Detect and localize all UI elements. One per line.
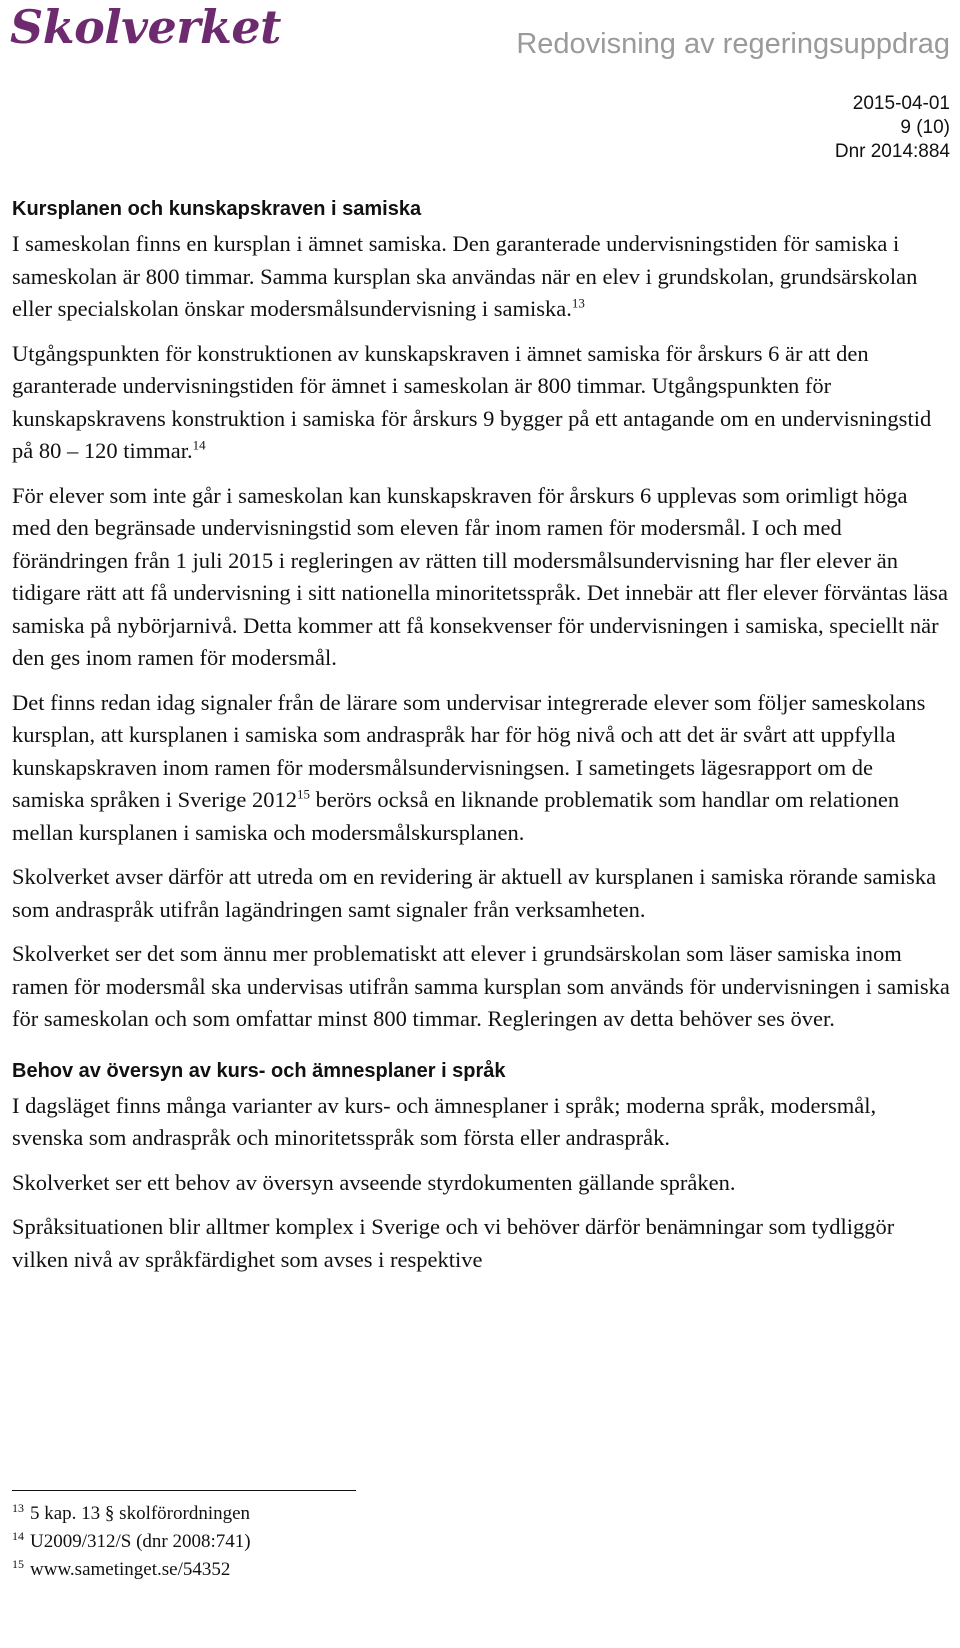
paragraph [12,338,950,468]
footnote [12,1500,251,1528]
document-date: 2015-04-01 [852,93,950,114]
document-type: Redovisning av regeringsuppdrag [516,28,950,60]
paragraph: I dagsläget finns många varianter av kurs- och ämnesplaner i språk; moderna språk, modersmål, svenska som andraspråk och minoritetsspråk som första eller andraspråk. [12,1092,877,1150]
footnote-text: U2009/312/S (dnr 2008:741) [30,1531,251,1552]
document-dnr: Dnr 2014:884 [834,141,950,162]
paragraph [12,228,950,326]
paragraph [12,687,950,850]
footnote-ref[interactable]: 15 [296,786,310,802]
footnote-number: 15 [12,1556,24,1571]
paragraph-text: berörs också en liknande problematik som handlar om relationen mellan kursplanen i samiska och modersmålskursplanen. [12,787,900,845]
footnote-number: 13 [12,1500,24,1515]
footnote-divider [12,1490,356,1491]
footnote [12,1556,251,1584]
paragraph: För elever som inte går i sameskolan kan kunskapskraven för årskurs 6 upplevas som orimligt höga med den begränsade undervisningstid som eleven får inom ramen för modersmål. I och med förändringen från 1 juli 2015 i regleringen av rätten till modersmålsundervisning har fler elever än tidigare rätt att få undervisning i sitt nationella minoritetsspråk. Det innebär att fler elever förväntas läsa samiska på nybörjarnivå. Detta kommer att få konsekvenser för undervisningen i samiska, speciellt när den ges inom ramen för modersmål. [12,482,948,670]
document-meta [835,92,950,164]
paragraph: Skolverket ser det som ännu mer problematiskt att elever i grundsärskolan som läser samiska inom ramen för modersmål ska undervisas utifrån samma kursplan som används för undervisningen i samiska för sameskolan och som omfattar minst 800 timmar. Regleringen av detta behöver ses över. [12,941,950,1031]
section-heading: Kursplanen och kunskapskraven i samiska [12,198,422,220]
document-body [12,196,950,1288]
paragraph: Skolverket avser därför att utreda om en revidering är aktuell av kursplanen i samiska rörande samiska som andraspråk utifrån lagändringen samt signaler från verksamheten. [12,864,937,922]
footnote-text: 5 kap. 13 § skolförordningen [30,1503,251,1524]
skolverket-logo: Skolverket [10,0,281,54]
paragraph-text: Utgångspunkten för konstruktionen av kunskapskraven i ämnet samiska för årskurs 6 är att den garanterade undervisningstiden för ämnet i sameskolan är 800 timmar. Utgångspunkten för kunskapskravens konstruktion i samiska för årskurs 9 bygger på ett antagande om en undervisningstid på 80 – 120 timmar. [12,340,932,463]
paragraph: Skolverket ser ett behov av översyn avseende styrdokumenten gällande språken. [12,1169,736,1195]
footnote-ref[interactable]: 14 [192,437,206,453]
footnote-link[interactable]: www.sametinget.se/54352 [30,1559,231,1580]
page-number: 9 (10) [900,117,950,138]
paragraph: Språksituationen blir alltmer komplex i Sverige och vi behöver därför benämningar som tydliggör vilken nivå av språkfärdighet som avses i respektive [12,1214,895,1272]
footnote-number: 14 [12,1528,24,1543]
footnote-ref[interactable]: 13 [571,295,585,311]
section-heading: Behov av översyn av kurs- och ämnesplaner i språk [12,1059,506,1082]
footnotes [12,1500,251,1584]
paragraph-text: I sameskolan finns en kursplan i ämnet samiska. Den garanterade undervisningstiden för samiska i sameskolan är 800 timmar. Samma kursplan ska användas när en elev i grundskolan, grundsärskolan eller specialskolan önskar modersmålsundervisning i samiska. [12,231,918,321]
paragraph-text: Det finns redan idag signaler från de lärare som undervisar integrerade elever som följer sameskolans kursplan, att kursplanen i samiska som andraspråk har för hög nivå och att det är svårt att uppfylla kunskapskraven inom ramen för modersmålsundervisningsen. I sametingets lägesrapport om de samiska språken i Sverige 2012 [12,689,926,812]
footnote [12,1528,251,1556]
